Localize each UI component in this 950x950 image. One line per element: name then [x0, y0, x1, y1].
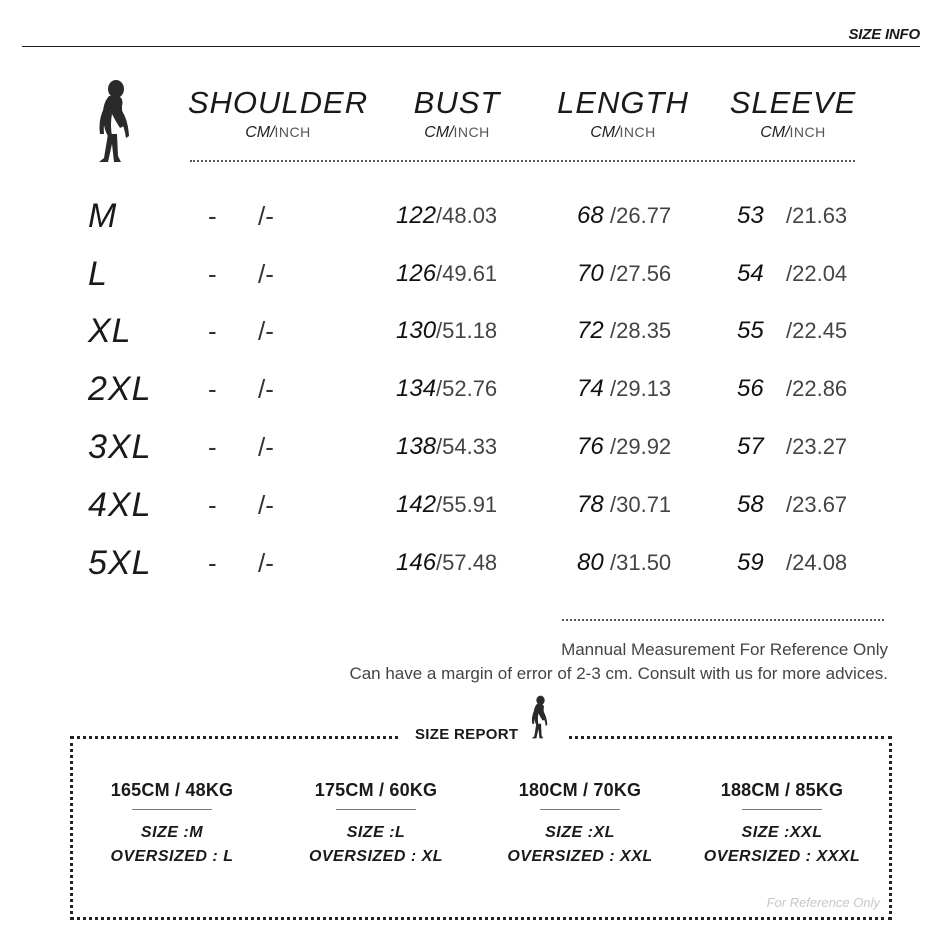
- bust-cm: 130: [396, 317, 437, 344]
- shoulder-inch: /-: [258, 548, 274, 578]
- shoulder-inch: /-: [258, 374, 274, 404]
- table-row: [0, 369, 950, 419]
- length-inch: /27.56: [610, 261, 672, 286]
- report-item-divider: [336, 809, 416, 810]
- bust-cm: 134: [396, 375, 437, 402]
- size-label: 2XL: [88, 370, 152, 408]
- height-weight: 175CM / 60KG: [314, 780, 438, 800]
- length-cm: 74: [577, 375, 604, 402]
- length-cm: 78: [577, 491, 604, 518]
- measurement-note: Mannual Measurement For Reference Only: [561, 640, 888, 659]
- sleeve-cm: 58: [737, 491, 764, 518]
- shoulder-cm: -: [208, 201, 217, 231]
- bust-inch: /52.76: [436, 376, 498, 401]
- height-weight: 188CM / 85KG: [720, 780, 844, 800]
- table-row: [0, 254, 950, 304]
- length-cm: 72: [577, 317, 604, 344]
- size-label: 3XL: [88, 428, 152, 466]
- column-title: SHOULDER: [187, 85, 369, 120]
- recommended-size: SIZE :L: [346, 824, 406, 841]
- column-title: SLEEVE: [729, 85, 857, 120]
- bust-cm: 138: [396, 433, 437, 460]
- sleeve-inch: /23.27: [786, 434, 848, 459]
- recommended-size: SIZE :M: [140, 824, 204, 841]
- bust-inch: /51.18: [436, 318, 498, 343]
- column-unit: CM/INCH: [245, 124, 311, 141]
- sleeve-inch: /23.67: [786, 492, 848, 517]
- shoulder-inch: /-: [258, 259, 274, 289]
- table-row: [0, 485, 950, 535]
- sleeve-cm: 54: [737, 260, 764, 287]
- column-unit: CM/INCH: [590, 124, 656, 141]
- sleeve-inch: /22.45: [786, 318, 848, 343]
- bust-inch: /55.91: [436, 492, 498, 517]
- sleeve-inch: /22.04: [786, 261, 848, 286]
- length-inch: /31.50: [610, 550, 672, 575]
- reference-only-footnote: For Reference Only: [766, 895, 880, 910]
- report-item-divider: [132, 809, 212, 810]
- column-title: LENGTH: [557, 85, 689, 120]
- recommended-size: SIZE :XXL: [741, 824, 823, 841]
- size-label: L: [88, 255, 108, 293]
- shoulder-cm: -: [208, 316, 217, 346]
- length-cm: 80: [577, 549, 604, 576]
- shoulder-cm: -: [208, 432, 217, 462]
- bust-cm: 122: [396, 202, 437, 229]
- header-divider: [22, 46, 920, 47]
- sleeve-cm: 57: [737, 433, 764, 460]
- report-item: [682, 780, 882, 866]
- column-header-shoulder: [178, 86, 378, 142]
- table-row: [0, 311, 950, 361]
- table-row: [0, 427, 950, 477]
- column-header-sleeve: [693, 86, 893, 142]
- sleeve-cm: 53: [737, 202, 764, 229]
- height-weight: 180CM / 70KG: [518, 780, 642, 800]
- table-row: [0, 543, 950, 593]
- column-unit: CM/INCH: [424, 124, 490, 141]
- oversized-size: OVERSIZED : XXL: [507, 848, 653, 865]
- report-item: [480, 780, 680, 866]
- report-item: [72, 780, 272, 866]
- shoulder-inch: /-: [258, 316, 274, 346]
- column-unit: CM/INCH: [760, 124, 826, 141]
- length-inch: /29.92: [610, 434, 672, 459]
- bust-inch: /48.03: [436, 203, 498, 228]
- header-dotted-divider: [190, 160, 855, 162]
- shoulder-cm: -: [208, 259, 217, 289]
- size-label: 4XL: [88, 486, 152, 524]
- height-weight: 165CM / 48KG: [110, 780, 234, 800]
- oversized-size: OVERSIZED : XL: [308, 848, 444, 865]
- shoulder-cm: -: [208, 374, 217, 404]
- length-inch: /30.71: [610, 492, 672, 517]
- bust-cm: 126: [396, 260, 437, 287]
- sleeve-inch: /22.86: [786, 376, 848, 401]
- size-label: XL: [88, 312, 132, 350]
- sleeve-inch: /24.08: [786, 550, 848, 575]
- shoulder-inch: /-: [258, 432, 274, 462]
- report-item: [276, 780, 476, 866]
- column-title: BUST: [413, 85, 501, 120]
- size-report-title: SIZE REPORT: [415, 726, 519, 743]
- sleeve-cm: 59: [737, 549, 764, 576]
- shoulder-cm: -: [208, 490, 217, 520]
- length-inch: /28.35: [610, 318, 672, 343]
- bust-inch: /54.33: [436, 434, 498, 459]
- recommended-size: SIZE :XL: [545, 824, 615, 841]
- margin-note: Can have a margin of error of 2-3 cm. Consult with us for more advices.: [349, 664, 888, 683]
- oversized-size: OVERSIZED : L: [110, 848, 234, 865]
- report-item-divider: [540, 809, 620, 810]
- sleeve-inch: /21.63: [786, 203, 848, 228]
- length-cm: 70: [577, 260, 604, 287]
- sleeve-cm: 56: [737, 375, 764, 402]
- length-inch: /29.13: [610, 376, 672, 401]
- shoulder-inch: /-: [258, 490, 274, 520]
- silhouette-figure-icon: [92, 78, 138, 164]
- size-info-label: SIZE INFO: [848, 26, 920, 43]
- bust-cm: 142: [396, 491, 437, 518]
- size-label: 5XL: [88, 544, 152, 582]
- table-row: [0, 196, 950, 246]
- length-cm: 76: [577, 433, 604, 460]
- size-label: M: [88, 197, 118, 235]
- bust-inch: /57.48: [436, 550, 498, 575]
- length-inch: /26.77: [610, 203, 672, 228]
- shoulder-inch: /-: [258, 201, 274, 231]
- length-cm: 68: [577, 202, 604, 229]
- silhouette-figure-icon: [528, 694, 552, 740]
- oversized-size: OVERSIZED : XXXL: [703, 848, 861, 865]
- bust-cm: 146: [396, 549, 437, 576]
- bust-inch: /49.61: [436, 261, 498, 286]
- notes-dotted-divider: [562, 619, 884, 621]
- shoulder-cm: -: [208, 548, 217, 578]
- sleeve-cm: 55: [737, 317, 764, 344]
- report-item-divider: [742, 809, 822, 810]
